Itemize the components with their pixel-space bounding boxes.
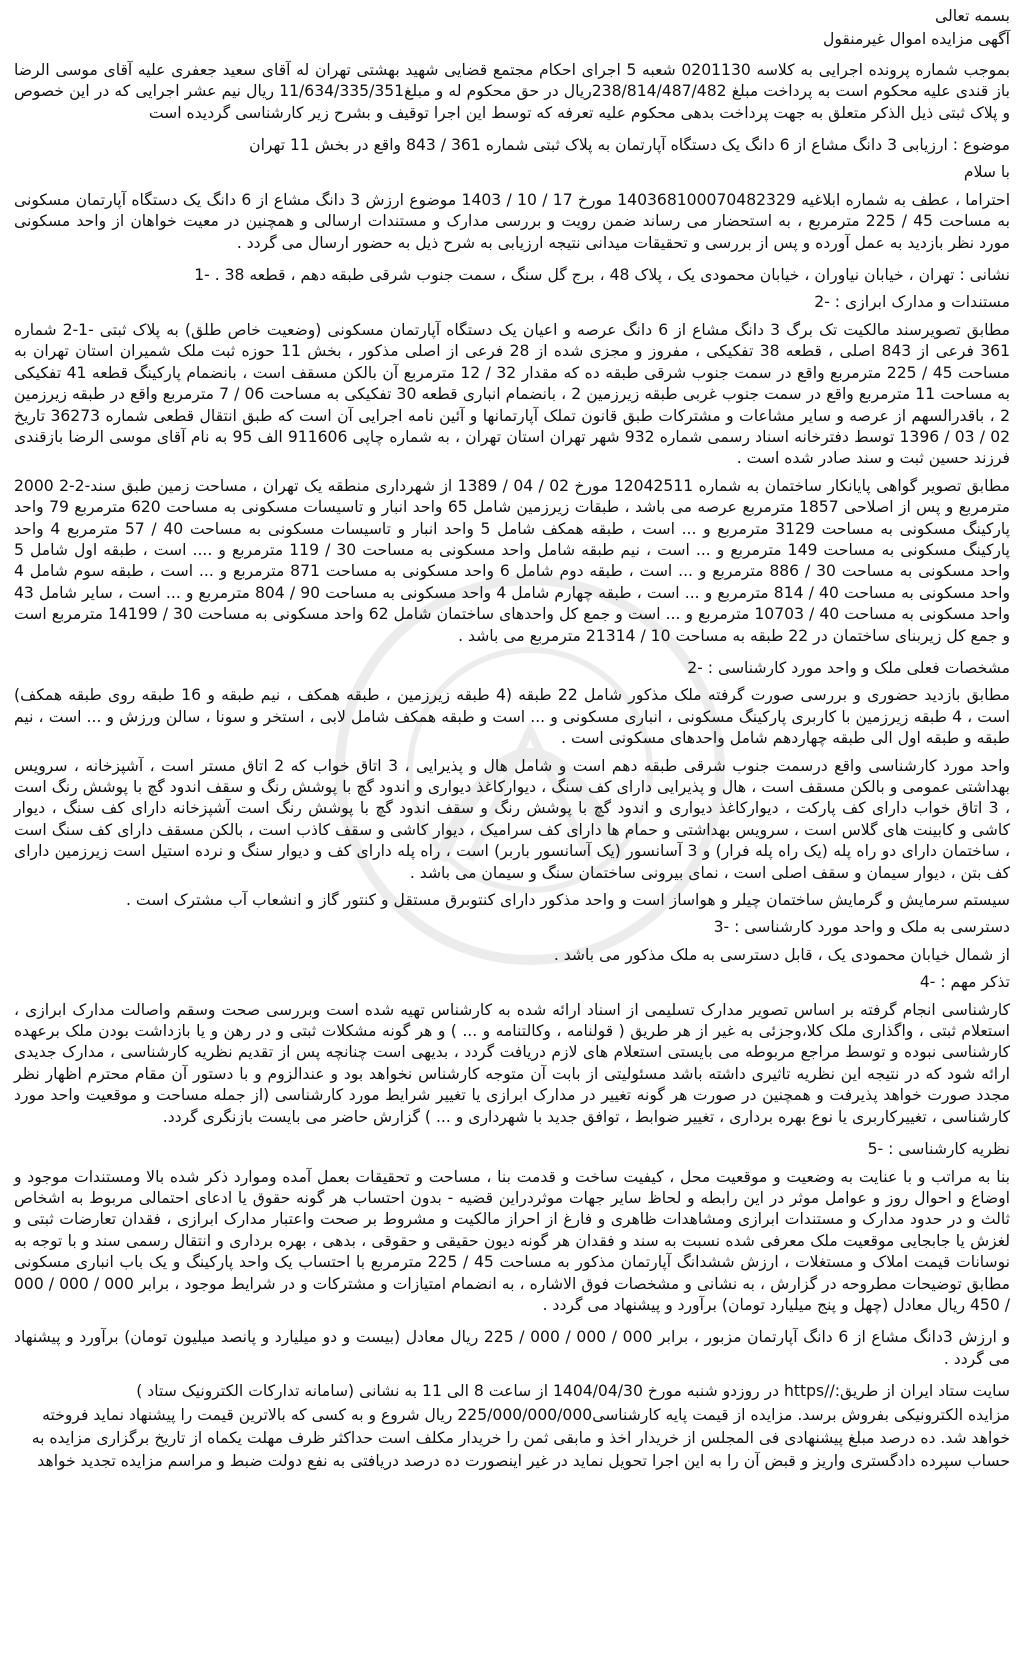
section-4-access: از شمال خیابان محمودی یک ، قابل دسترسی به ملک مذکور می باشد . bbox=[553, 945, 1010, 964]
section-3-unit: واحد مورد کارشناسی واقع درسمت جنوب شرقی طبقه دهم است و شامل هال و پذیرایی ، 3 اتاق خواب که 2 اتاق مستر است ، آشپزخانه ، سرویس بهداشتی عمومی و بالکن مسقف است ، هال و پذیرایی دارای کف سنگ ، دیوارکاغذ دیواری و اندود گچ با پوشش رنگ و سقف اندود گچ با پوشش رنگ است ، 3 اتاق خواب دارای کف پارکت ، دیوارکاغذ دیواری و اندود گچ با پوشش رنگ و سقف اندود گچ با پوشش رنگ است آشپزخانه دارای کف سنگ ، دیوار کاشی و کابینت های گلاس است ، سرویس بهداشتی و حمام ها دارای کف سرامیک ، دیوار کاشی و سقف کاذب است ، بالکن مسقف دارای کف سنگ است ، ساختمان دارای دو راه پله (یک راه پله فرار) و 3 آسانسور (یک آسانسور باربر) است ، راه پله دارای کف و دیوار سنگ و نرده استیل است زیرزمین دارای کف بتن ، دیوار سیمان و سقف اصلی است ، نمای بیرونی ساختمان سنگ و سیمان می باشد . bbox=[14, 756, 1011, 882]
greeting: با سلام bbox=[963, 163, 1010, 182]
auction-notice bbox=[14, 6, 1010, 1669]
section-5-note: کارشناسی انجام گرفته بر اساس تصویر مدارک تسلیمی از اسناد ارائه شده به کارشناس تهیه شده است وبررسی صحت وسقم واصالت مدارک ابرازی ، استعلام ثبتی ، واگذاری ملک کلا،وجزئی به غیر از هر طریق ( قولنامه ، وکالتنامه و ... ) و هر گونه مشکلات ثبتی و در رهن و یا بازداشت بودن ملک برعهده کارشناسی نبوده و توسط مراجع مربوطه می بایستی استعلام های لازم دریافت گردد ، بدیهی است چنانچه پس از تقدیم نظریه کارشناسی ، مدارک جدیدی ارائه شود که در نتیجه این نظریه تاثیری داشته باشد مسئولیتی از بابت آن متوجه کارشناس نخواهد بود و عندالزوم و با دستور آن مقام محترم اظهار نظر مجدد صورت خواهد پذیرفت و همچنین در صورت هر گونه تغییر در مدارک ابرازی یا تغییر شرایط مورد کارشناسی (از جمله مساحت و موقعیت واحد مورد کارشناسی ، تغییرکاربری یا نوع بهره برداری ، تغییر ضوابط ، توافق جدید با شهرداری و ... ) گزارش حاضر می بایست بازنگری گردد. bbox=[14, 1000, 1010, 1126]
respect-paragraph: احتراما ، عطف به شماره ابلاغیه 140368100070482329 مورخ 17 / 10 / 1403 موضوع ارزش 3 دانگ مشاع از 6 دانگ یک دستگاه آپارتمان مسکونی به مساحت 45 / 225 مترمربع ، به استحضار می رساند ضمن رویت و بررسی مدارک و مستندات ارسالی و همچنین در معیت خواهان از واحد مسکونی مورد نظر بازدید به عمل آورده و پس از بررسی و تحقیقات میدانی نتیجه ارزیابی به شرح ذیل به حضور ارسال می گردد . bbox=[14, 190, 1011, 252]
auction-line: سایت ستاد ایران از طریق://https در روزدو شنبه مورخ 1404/04/30 از ساعت 8 الی 11 به نشانی (سامانه تدارکات الکترونیک ستاد ) bbox=[136, 1382, 1010, 1401]
section-3-hvac: سیستم سرمایش و گرمایش ساختمان چیلر و هواساز است و واحد مذکور دارای کنتوبرق مستقل و کنتور گاز و انشعاب آب مشترک است . bbox=[126, 891, 1010, 910]
auction-line: خواهد شد. ده درصد مبلغ پیشنهادی فی المجلس از خریدار اخذ و مابقی ثمن را خریدار مکلف است حداکثر ظرف مهلت یکماه از تاریخ برگزاری مزایده به bbox=[31, 1428, 1010, 1447]
section-2-1-deed: مطابق تصویرسند مالکیت تک برگ 3 دانگ مشاع از 6 دانگ عرصه و اعیان یک دستگاه آپارتمان مسکونی (وضعیت خاص طلق) به پلاک ثبتی -1-2 شماره 361 فرعی از 843 اصلی ، قطعه 38 تفکیکی ، مفروز و مجزی شده از 28 فرعی از اصلی مذکور ، بخش 11 حوزه ثبت ملک شمیران استان تهران به مساحت 45 / 225 مترمربع واقع در سمت جنوب شرقی طبقه ده که مقدار 32 / 12 مترمربع آن بالکن مسقف است ، بانضمام پارکینگ قطعه 41 تفکیکی به مساحت 11 مترمربع واقع در سمت جنوب غربی طبقه زیرزمین 2 ، بانضمام انباری قطعه 30 تفکیکی به مساحت 06 / 7 مترمربع واقع در طبقه زیرزمین 2 ، باقدرالسهم از عرصه و سایر مشاعات و مشترکات طبق قانون تملک آپارتمانها و آئین نامه اجرایی آن است که طبق انتقال قطعی شماره 36273 تاریخ 02 / 03 / 1396 توسط دفترخانه اسناد رسمی شماره 932 شهر تهران استان تهران ، به شماره چاپی 911606 الف 95 به نام آقای موسی الرضا بازقندی فرزند حسین ثبت و سند صادر شده است . bbox=[14, 320, 1011, 468]
valuation-paragraph: و ارزش 3دانگ مشاع از 6 دانگ آپارتمان مزبور ، برابر 000 / 000 / 000 / 225 ریال معادل (بیست و دو میلیارد و پانصد میلیون تومان) برآورد و پیشنهاد می گردد . bbox=[14, 1328, 1011, 1368]
section-5-heading: تذکر مهم : -4 bbox=[919, 973, 1010, 992]
section-4-heading: دسترسی به ملک و واحد مورد کارشناسی : -3 bbox=[713, 918, 1010, 937]
auction-line: حساب سپرده دادگستری واریز و قبض آن را به این اجرا تحویل نماید در غیر اینصورت ده درصد دریافتی به نفع دولت ضبط و مراسم مزایده تجدید خواهد bbox=[37, 1452, 1010, 1471]
section-3-building: مطابق بازدید حضوری و بررسی صورت گرفته ملک مذکور شامل 22 طبقه (4 طبقه زیرزمین ، طبقه همکف ، نیم طبقه و 16 طبقه روی طبقه همکف) است ، 4 طبقه زیرزمین با کاربری پارکینگ مسکونی ، انباری مسکونی و ... است و طبقه همکف شامل لابی ، استخر و سونا ، سالن ورزش و ... است ، نیم طبقه و طبقه اول الی طبقه چهاردهم شامل واحدهای مسکونی است . bbox=[14, 686, 1011, 748]
section-3-heading: مشخصات فعلی ملک و واحد مورد کارشناسی : -2 bbox=[687, 658, 1010, 677]
intro-paragraph: بموجب شماره پرونده اجرایی به کلاسه 0201130 شعبه 5 اجرای احکام مجتمع قضایی شهید بهشتی تهران له آقای سعید جعفری علیه آقای موسی الرضا باز قندی علیه محکوم است به پرداخت مبلغ 238/814/487/482ریال در حق محکوم له و مبلغ11/634/335/351 ریال نیم عشر اجرایی که در این خصوص و پلاک ثبتی ذیل الذکر متعلق به جهت پرداخت بدهی محکوم علیه تعرفه که توسط این اجرا توقیف و بشرح زیر کارشناسی گردیده است bbox=[14, 60, 1011, 122]
subject-line: موضوع : ارزیابی 3 دانگ مشاع از 6 دانگ یک دستگاه آپارتمان به پلاک ثبتی شماره 361 / 843 واقع در بخش 11 تهران bbox=[249, 136, 1010, 155]
auction-line: مزایده الکترونیکی بفروش برسد. مزایده از قیمت پایه کارشناسی225/000/000/000 ریال شروع و به کسی که بالاترین قیمت را پیشنهاد نماید فروخته bbox=[42, 1405, 1010, 1424]
section-1-address: نشانی : تهران ، خیابان نیاوران ، خیابان محمودی یک ، پلاک 48 ، برج گل سنگ ، سمت جنوب شرقی طبقه دهم ، قطعه 38 . -1 bbox=[194, 266, 1010, 285]
section-6-heading: نظریه کارشناسی : -5 bbox=[867, 1140, 1010, 1159]
section-2-heading: مستندات و مدارک ابرازی : -2 bbox=[814, 293, 1010, 312]
bismillah: بسمه تعالی bbox=[935, 7, 1010, 25]
section-2-2-certificate: مطابق تصویر گواهی پایانکار ساختمان به شماره 12042511 مورخ 02 / 04 / 1389 از شهرداری منطقه یک تهران ، مساحت زمین طبق سند-2-2 2000 مترمربع و پس از اصلاحی 1857 مترمربع عرصه می باشد ، طبقات زیرزمین شامل 65 واحد انبار و تاسیسات مسکونی به مساحت 620 مترمربع 79 واحد پارکینگ مسکونی به مساحت 3129 مترمربع و ... است ، طبقه همکف شامل 5 واحد انبار و تاسیسات مسکونی به مساحت 40 / 57 مترمربع 4 واحد پارکینگ مسکونی به مساحت 149 مترمربع و ... است ، نیم طبقه شامل واحد مسکونی به مساحت 30 / 119 مترمربع و .... است ، طبقه اول شامل 5 واحد مسکونی به مساحت 30 / 886 مترمربع و ... است ، طبقه دوم شامل 6 واحد مسکونی به مساحت 871 مترمربع و ... است ، طبقه سوم شامل 4 واحد مسکونی به مساحت 40 / 814 مترمربع و ... است ، طبقه چهارم شامل 4 واحد مسکونی به مساحت 90 / 804 مترمربع و ... است ، سایر شامل 43 واحد مسکونی به مساحت 40 / 10703 مترمربع و ... است و جمع کل واحدهای ساختمان شامل 62 واحد مسکونی به مساحت 30 / 14199 مترمربع است و جمع کل زیربنای ساختمان در 22 طبقه به مساحت 10 / 21314 مترمربع می باشد . bbox=[14, 476, 1011, 645]
notice-title: آگهی مزایده اموال غیرمنقول bbox=[823, 30, 1010, 49]
section-6-opinion: بنا به مراتب و با عنایت به وضعیت و موقعیت محل ، کیفیت ساخت و قدمت بنا ، مساحت و تحقیقات بعمل آمده وموارد ذکر شده بالا ومستندات موجود و اوضاع و احوال روز و عوامل موثر در این رابطه و لحاظ سایر جهات موثردراین قضیه - بدون احتساب هر گونه حقوق یا ادعای احتمالی مربوط به اشخاص ثالث و در حدود مدارک و مستندات ابرازی ومشاهدات ظاهری و فارغ از احراز مالکیت و مشروط بر صحت واعتبار مدارک ابرازی ، فقدان تعارضات ثبتی و لغزش یا جابجایی موقعیت ملک معرفی شده نسبت به سند و فقدان هر گونه دیون حقیقی و حقوقی ، بدهی ، بهره برداری و انتقال رسمی سند و با توجه به نوسانات قیمت املاک و مستغلات ، ارزش ششدانگ آپارتمان مذکور به مساحت 45 / 225 مترمربع با احتساب یک واحد پارکینگ و یک باب انباری مسکونی مطابق توضیحات مطروحه در گزارش ، به نشانی و مشخصات فوق الاشاره ، به انضمام امتیازات و مشترکات و در شرایط موجود ، برابر 000 / 000 / 000 / 450 ریال معادل (چهل و پنج میلیارد تومان) برآورد و پیشنهاد می گردد . bbox=[14, 1167, 1011, 1314]
